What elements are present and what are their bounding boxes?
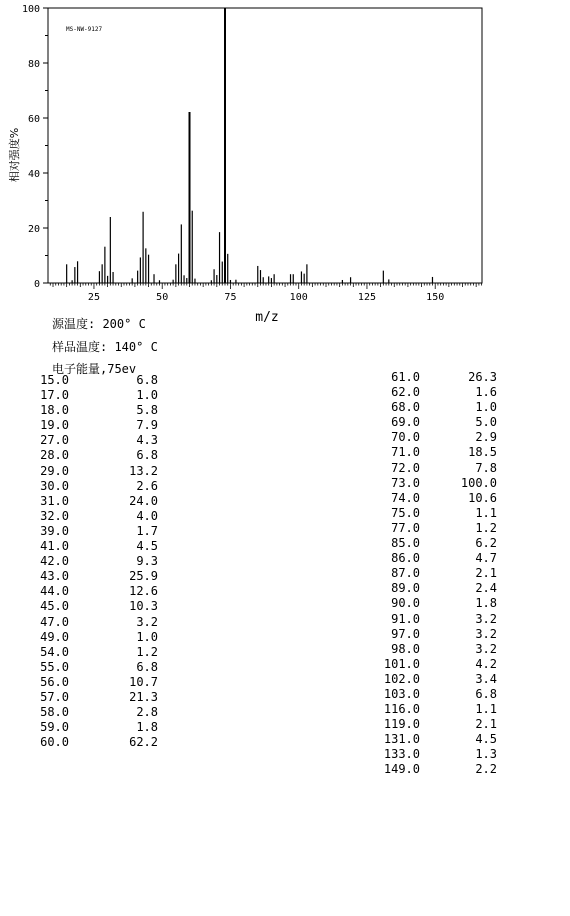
peak-row — [40, 433, 158, 448]
peak-intensity: 1.0 — [136, 629, 158, 644]
peak-intensity: 25.9 — [129, 569, 158, 584]
peak-mz: 58.0 — [40, 705, 69, 720]
peak-row — [40, 615, 158, 630]
peak-intensity: 1.6 — [475, 385, 497, 400]
y-axis-label: 相对强度% — [8, 127, 21, 183]
chart-axes — [22, 4, 482, 303]
peak-intensity: 10.7 — [129, 674, 158, 689]
peak-intensity: 2.2 — [475, 762, 497, 777]
peak-row — [370, 506, 497, 521]
peak-intensity: 1.0 — [136, 388, 158, 403]
peak-mz: 43.0 — [40, 569, 69, 584]
peak-mz: 61.0 — [391, 370, 420, 384]
peak-mz: 15.0 — [40, 373, 69, 387]
peak-mz: 44.0 — [40, 584, 69, 599]
peak-intensity: 12.6 — [129, 584, 158, 599]
y-tick-label: 80 — [27, 59, 40, 70]
peak-row — [40, 479, 158, 494]
x-tick-label: 25 — [87, 292, 100, 303]
peak-row — [40, 569, 158, 584]
peak-mz: 41.0 — [40, 539, 69, 554]
plot-frame — [48, 8, 482, 283]
peak-mz: 68.0 — [391, 400, 420, 415]
peak-intensity: 9.3 — [136, 554, 158, 569]
peak-row — [370, 400, 497, 415]
peak-row — [370, 596, 497, 611]
peak-mz: 49.0 — [40, 629, 69, 644]
peak-row — [370, 476, 497, 491]
peak-row — [370, 536, 497, 551]
peak-row — [40, 554, 158, 569]
x-tick-label: 50 — [156, 292, 169, 303]
peak-intensity: 5.8 — [136, 403, 158, 418]
peak-intensity: 2.9 — [475, 430, 497, 445]
peak-mz: 77.0 — [391, 520, 420, 535]
x-tick-label: 125 — [357, 292, 376, 303]
peak-mz: 86.0 — [391, 551, 420, 566]
peak-row — [370, 747, 497, 762]
peak-mz: 85.0 — [391, 536, 420, 551]
peak-mz: 89.0 — [391, 581, 420, 596]
peak-row — [370, 445, 497, 460]
peak-intensity: 10.6 — [468, 490, 497, 505]
peak-intensity: 62.2 — [129, 735, 158, 750]
peak-mz: 57.0 — [40, 689, 69, 704]
peak-mz: 56.0 — [40, 674, 69, 689]
peak-mz: 55.0 — [40, 659, 69, 674]
peak-row — [370, 672, 497, 687]
peak-row — [370, 627, 497, 642]
peak-row — [370, 762, 497, 777]
peak-row — [370, 521, 497, 536]
peak-row — [370, 612, 497, 627]
peak-intensity: 3.4 — [475, 671, 497, 686]
peak-intensity: 1.2 — [136, 644, 158, 659]
peak-intensity: 18.5 — [468, 445, 497, 460]
peak-intensity: 6.2 — [475, 536, 497, 551]
peak-intensity: 6.8 — [136, 373, 158, 387]
x-tick-label: 75 — [224, 292, 237, 303]
peak-intensity: 1.2 — [475, 520, 497, 535]
peak-row — [40, 735, 158, 750]
peak-intensity: 7.9 — [136, 418, 158, 433]
peak-intensity: 4.5 — [475, 732, 497, 747]
peak-row — [40, 720, 158, 735]
peak-row — [40, 705, 158, 720]
y-tick-label: 0 — [33, 279, 40, 290]
peak-mz: 42.0 — [40, 554, 69, 569]
peak-mz: 101.0 — [383, 656, 420, 671]
peak-intensity: 4.3 — [136, 433, 158, 448]
peak-mz: 71.0 — [391, 445, 420, 460]
peak-mz: 69.0 — [391, 415, 420, 430]
peak-row — [370, 385, 497, 400]
peak-row — [40, 675, 158, 690]
peak-intensity: 4.0 — [136, 508, 158, 523]
peak-mz: 39.0 — [40, 523, 69, 538]
mass-spectrum-chart — [0, 0, 570, 330]
peak-mz: 30.0 — [40, 478, 69, 493]
peak-table-right — [370, 370, 497, 778]
peak-intensity: 1.3 — [475, 747, 497, 762]
peak-intensity: 3.2 — [475, 641, 497, 656]
peak-mz: 116.0 — [383, 702, 420, 717]
peak-mz: 90.0 — [391, 596, 420, 611]
peak-row — [40, 373, 158, 388]
peak-row — [370, 551, 497, 566]
peak-mz: 75.0 — [391, 505, 420, 520]
source-temperature: 源温度: 200° C — [52, 317, 146, 331]
peak-row — [40, 584, 158, 599]
peak-intensity: 7.8 — [475, 460, 497, 475]
y-tick-label: 100 — [21, 4, 40, 15]
peak-intensity: 2.1 — [475, 566, 497, 581]
peak-row — [370, 581, 497, 596]
x-axis-label: m/z — [255, 310, 279, 325]
peak-row — [370, 566, 497, 581]
peak-row — [370, 461, 497, 476]
peak-mz: 102.0 — [383, 671, 420, 686]
peak-row — [40, 464, 158, 479]
peak-row — [370, 657, 497, 672]
peak-mz: 18.0 — [40, 403, 69, 418]
peak-table-left — [40, 373, 158, 750]
peak-intensity: 2.4 — [475, 581, 497, 596]
peak-row — [40, 494, 158, 509]
x-tick-label: 100 — [289, 292, 308, 303]
peak-row — [370, 717, 497, 732]
peak-mz: 60.0 — [40, 735, 69, 750]
peak-mz: 103.0 — [383, 686, 420, 701]
peak-row — [370, 415, 497, 430]
y-tick-label: 40 — [27, 169, 40, 180]
peak-mz: 59.0 — [40, 720, 69, 735]
peak-intensity: 6.8 — [475, 686, 497, 701]
peak-intensity: 4.7 — [475, 551, 497, 566]
peak-mz: 149.0 — [383, 762, 420, 777]
peak-intensity: 2.8 — [136, 705, 158, 720]
peak-mz: 98.0 — [391, 641, 420, 656]
peak-row — [40, 448, 158, 463]
x-tick-label: 150 — [426, 292, 445, 303]
peak-row — [40, 660, 158, 675]
peak-row — [40, 418, 158, 433]
peak-mz: 87.0 — [391, 566, 420, 581]
electron-energy: 电子能量,75ev — [52, 362, 137, 376]
peak-mz: 133.0 — [383, 747, 420, 762]
peak-mz: 19.0 — [40, 418, 69, 433]
peak-intensity: 2.6 — [136, 478, 158, 493]
peak-mz: 91.0 — [391, 611, 420, 626]
peak-intensity: 4.5 — [136, 539, 158, 554]
peak-intensity: 3.2 — [136, 614, 158, 629]
peak-intensity: 24.0 — [129, 493, 158, 508]
peak-mz: 72.0 — [391, 460, 420, 475]
peak-row — [370, 732, 497, 747]
peak-mz: 32.0 — [40, 508, 69, 523]
peak-intensity: 1.8 — [136, 720, 158, 735]
peak-mz: 97.0 — [391, 626, 420, 641]
peak-row — [40, 524, 158, 539]
sample-id-label: MS-NW-9127 — [66, 26, 103, 33]
peak-mz: 27.0 — [40, 433, 69, 448]
peak-mz: 29.0 — [40, 463, 69, 478]
peak-intensity: 5.0 — [475, 415, 497, 430]
peak-row — [40, 509, 158, 524]
peak-intensity: 13.2 — [129, 463, 158, 478]
peak-mz: 74.0 — [391, 490, 420, 505]
peak-row — [370, 370, 497, 385]
peak-intensity: 1.0 — [475, 400, 497, 415]
peak-mz: 31.0 — [40, 493, 69, 508]
peak-mz: 73.0 — [391, 475, 420, 490]
peak-mz: 47.0 — [40, 614, 69, 629]
peak-intensity: 2.1 — [475, 717, 497, 732]
peak-row — [370, 687, 497, 702]
peak-row — [370, 430, 497, 445]
peak-mz: 131.0 — [383, 732, 420, 747]
peak-mz: 119.0 — [383, 717, 420, 732]
peak-row — [370, 702, 497, 717]
y-tick-label: 60 — [27, 114, 40, 125]
peak-intensity: 26.3 — [468, 370, 497, 384]
y-tick-label: 20 — [27, 224, 40, 235]
peak-row — [40, 690, 158, 705]
peak-intensity: 3.2 — [475, 611, 497, 626]
peak-intensity: 4.2 — [475, 656, 497, 671]
peak-intensity: 6.8 — [136, 448, 158, 463]
peak-mz: 54.0 — [40, 644, 69, 659]
peak-mz: 28.0 — [40, 448, 69, 463]
peak-intensity: 1.8 — [475, 596, 497, 611]
peak-row — [40, 388, 158, 403]
peak-row — [370, 642, 497, 657]
peak-mz: 45.0 — [40, 599, 69, 614]
chart-peaks — [67, 8, 433, 283]
peak-row — [370, 491, 497, 506]
peak-intensity: 21.3 — [129, 689, 158, 704]
peak-intensity: 10.3 — [129, 599, 158, 614]
peak-intensity: 3.2 — [475, 626, 497, 641]
peak-row — [40, 630, 158, 645]
peak-row — [40, 599, 158, 614]
peak-mz: 62.0 — [391, 385, 420, 400]
peak-intensity: 100.0 — [460, 475, 497, 490]
peak-intensity: 6.8 — [136, 659, 158, 674]
peak-row — [40, 539, 158, 554]
peak-row — [40, 403, 158, 418]
peak-intensity: 1.1 — [475, 702, 497, 717]
peak-intensity: 1.1 — [475, 505, 497, 520]
peak-mz: 70.0 — [391, 430, 420, 445]
peak-mz: 17.0 — [40, 388, 69, 403]
peak-intensity: 1.7 — [136, 523, 158, 538]
peak-row — [40, 645, 158, 660]
sample-temperature: 样品温度: 140° C — [52, 340, 158, 354]
